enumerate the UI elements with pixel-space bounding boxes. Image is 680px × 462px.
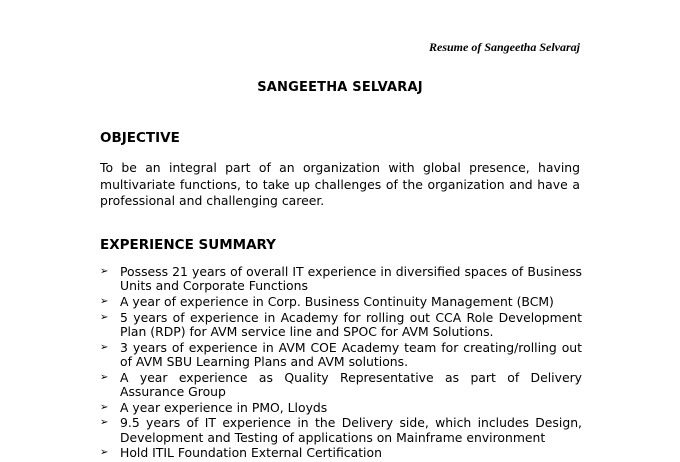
arrowhead-bullet-icon: ➢ (100, 341, 109, 353)
arrowhead-bullet-icon: ➢ (100, 447, 109, 459)
experience-summary-heading: EXPERIENCE SUMMARY (100, 237, 276, 253)
list-item (100, 371, 582, 400)
arrowhead-bullet-icon: ➢ (100, 371, 109, 383)
list-item (100, 416, 582, 445)
list-item-text: A year experience as Quality Representative as part of Delivery Assurance Group (120, 369, 582, 399)
objective-heading: OBJECTIVE (100, 130, 180, 146)
list-item-text: A year of experience in Corp. Business Continuity Management (BCM) (120, 294, 554, 309)
list-item-text: Possess 21 years of overall IT experience in diversified spaces of Business Units and Corporate Functions (120, 264, 582, 294)
arrowhead-bullet-icon: ➢ (100, 401, 109, 413)
list-item-text: Hold ITIL Foundation External Certification (120, 445, 382, 461)
list-item-text: A year experience in PMO, Lloyds (120, 399, 328, 415)
list-item (100, 311, 582, 340)
list-item-text: 5 years of experience in Academy for rolling out CCA Role Development Plan (RDP) for AVM service line and SPOC for AVM Solutions. (120, 309, 582, 339)
candidate-name: SANGEETHA SELVARAJ (257, 80, 423, 95)
list-item-text: 3 years of experience in AVM COE Academy team for creating/rolling out of AVM SBU Learning Plans and AVM solutions. (120, 339, 582, 369)
list-item (100, 446, 582, 460)
list-item (100, 295, 582, 309)
arrowhead-bullet-icon: ➢ (100, 296, 109, 307)
arrowhead-bullet-icon: ➢ (100, 311, 109, 323)
list-item (100, 341, 582, 370)
arrowhead-bullet-icon: ➢ (100, 266, 109, 277)
objective-text: To be an integral part of an organization with global presence, having multivariate functions, to take up challenges of the organization and have a professional and challenging career. (100, 160, 580, 208)
arrowhead-bullet-icon: ➢ (100, 417, 109, 429)
resume-header-note: Resume of Sangeetha Selvaraj (428, 40, 580, 54)
list-item (100, 401, 582, 415)
list-item-text: 9.5 years of IT experience in the Delivery side, which includes Design, Development and Testing of applications on Mainframe environment (120, 415, 582, 445)
experience-summary-list (100, 265, 582, 462)
list-item (100, 265, 582, 294)
